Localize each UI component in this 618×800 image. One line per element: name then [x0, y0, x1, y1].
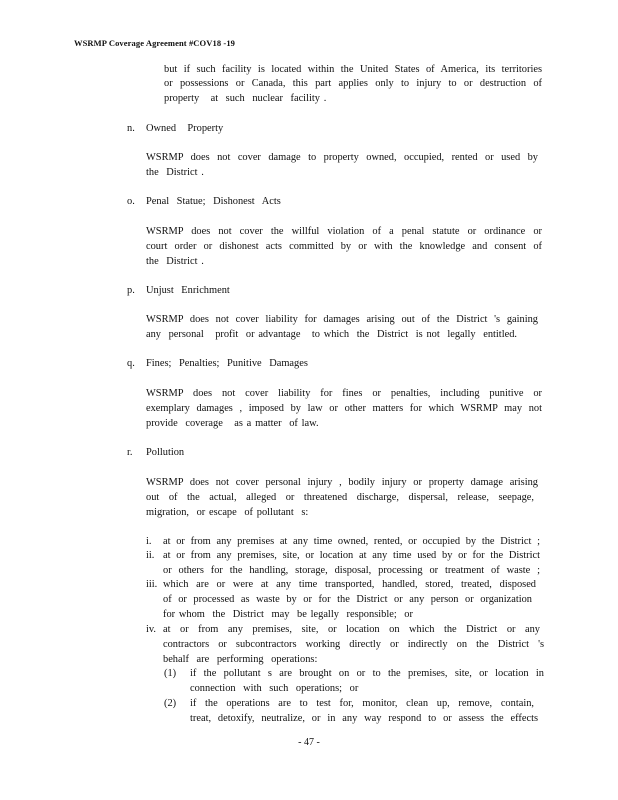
paragraph-line: WSRMP does not cover liability for fines or penalties, including punitive or — [146, 388, 542, 399]
paragraph-line: any personal profit or advantage to which the District is not legally entitled. — [146, 329, 517, 340]
list-item-line: at or from any premises, site, or location at any time used by or for the District — [163, 550, 540, 561]
paragraph-line: WSRMP does not cover liability for damages arising out of the District 's gaining — [146, 314, 538, 325]
list-item-line: behalf are performing operations: — [163, 654, 318, 665]
list-item-line: of or processed as waste by or for the District or any person or organization — [163, 594, 532, 605]
sublist-marker: (2) — [164, 698, 177, 709]
list-item-line: for whom the District may be legally responsible; or — [163, 609, 413, 620]
list-marker: ii. — [146, 550, 155, 561]
list-item-line: which are or were at any time transported, handled, stored, treated, disposed — [163, 579, 536, 590]
section-letter: q. — [127, 358, 135, 369]
list-item-line: at or from any premises, site, or location on which the District or any — [163, 624, 540, 635]
paragraph-line: the District . — [146, 256, 204, 267]
sublist-item-line: if the operations are to test for, monitor, clean up, remove, contain, — [190, 698, 534, 709]
paragraph-line: migration, or escape of pollutant s: — [146, 507, 309, 518]
section-letter: n. — [127, 123, 135, 134]
list-item-line: or others for the handling, storage, disposal, processing or treatment of waste ; — [163, 565, 540, 576]
sublist-marker: (1) — [164, 668, 177, 679]
paragraph-line: WSRMP does not cover damage to property owned, occupied, rented or used by — [146, 152, 538, 163]
section-title: Pollution — [146, 447, 185, 458]
section-title: Owned Property — [146, 123, 224, 134]
list-marker: iii. — [146, 579, 158, 590]
section-letter: o. — [127, 196, 135, 207]
paragraph-line: property at such nuclear facility . — [164, 93, 327, 104]
section-letter: r. — [127, 447, 133, 458]
list-item-line: contractors or subcontractors working directly or indirectly on the District 's — [163, 639, 544, 650]
paragraph-line: but if such facility is located within the United States of America, its territories — [164, 64, 542, 75]
document-header: WSRMP Coverage Agreement #COV18 -19 — [74, 38, 236, 48]
sublist-item-line: connection with such operations; or — [190, 683, 359, 694]
section-letter: p. — [127, 285, 135, 296]
section-title: Unjust Enrichment — [146, 285, 230, 296]
paragraph-line: WSRMP does not cover personal injury , bodily injury or property damage arising — [146, 477, 538, 488]
sublist-item-line: treat, detoxify, neutralize, or in any way respond to or assess the effects — [190, 713, 538, 724]
paragraph-line: provide coverage as a matter of law. — [146, 418, 319, 429]
paragraph-line: court order or dishonest acts committed by or with the knowledge and consent of — [146, 241, 542, 252]
paragraph-line: exemplary damages , imposed by law or other matters for which WSRMP may not — [146, 403, 542, 414]
paragraph-line: out of the actual, alleged or threatened discharge, dispersal, release, seepage, — [146, 492, 534, 503]
section-title: Penal Statue; Dishonest Acts — [146, 196, 281, 207]
page-number: - 47 - — [298, 737, 320, 748]
list-marker: i. — [146, 536, 152, 547]
list-marker: iv. — [146, 624, 157, 635]
paragraph-line: the District . — [146, 167, 204, 178]
paragraph-line: WSRMP does not cover the willful violation of a penal statute or ordinance or — [146, 226, 542, 237]
sublist-item-line: if the pollutant s are brought on or to the premises, site, or location in — [190, 668, 544, 679]
list-item-line: at or from any premises at any time owned, rented, or occupied by the District ; — [163, 536, 540, 547]
paragraph-line: or possessions or Canada, this part applies only to injury to or destruction of — [164, 78, 542, 89]
section-title: Fines; Penalties; Punitive Damages — [146, 358, 308, 369]
